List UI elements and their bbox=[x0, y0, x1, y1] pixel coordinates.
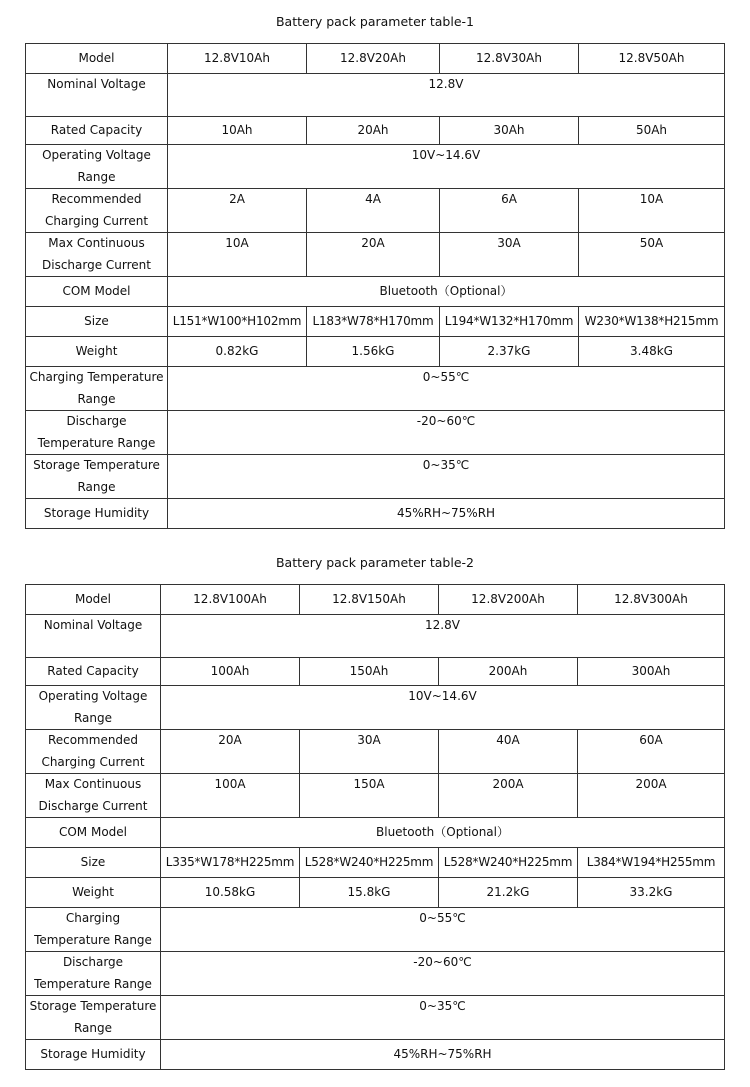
row-value-cell: 60A bbox=[578, 730, 725, 774]
row-value: 12.8V bbox=[161, 615, 725, 658]
row-value-cell: L183*W78*H170mm bbox=[307, 307, 440, 337]
row-label: Recommended Charging Current bbox=[26, 189, 168, 233]
table-row bbox=[26, 1040, 725, 1070]
row-value-cell: 10Ah bbox=[168, 117, 307, 145]
header-label: Model bbox=[26, 585, 161, 615]
row-label: Weight bbox=[26, 337, 168, 367]
row-value-cell: L335*W178*H225mm bbox=[161, 848, 300, 878]
table-row bbox=[26, 952, 725, 996]
row-label: Rated Capacity bbox=[26, 658, 161, 686]
row-value-cell: L151*W100*H102mm bbox=[168, 307, 307, 337]
table-row bbox=[26, 74, 725, 117]
row-label: Charging Temperature Range bbox=[26, 367, 168, 411]
row-value-cell: 0.82kG bbox=[168, 337, 307, 367]
row-label: Operating Voltage Range bbox=[26, 686, 161, 730]
row-value-cell: 10.58kG bbox=[161, 878, 300, 908]
row-label: Storage Temperature Range bbox=[26, 996, 161, 1040]
table-row bbox=[26, 996, 725, 1040]
model-header-cell: 12.8V30Ah bbox=[440, 44, 579, 74]
table-row bbox=[26, 658, 725, 686]
row-value-cell: 300Ah bbox=[578, 658, 725, 686]
row-value: 10V~14.6V bbox=[168, 145, 725, 189]
row-value-cell: 200Ah bbox=[439, 658, 578, 686]
table-row bbox=[26, 774, 725, 818]
row-value: -20~60℃ bbox=[168, 411, 725, 455]
row-value-cell: 20Ah bbox=[307, 117, 440, 145]
row-value: -20~60℃ bbox=[161, 952, 725, 996]
row-value-cell: 50Ah bbox=[579, 117, 725, 145]
row-value-cell: 150Ah bbox=[300, 658, 439, 686]
row-label: Size bbox=[26, 307, 168, 337]
model-header-cell: 12.8V100Ah bbox=[161, 585, 300, 615]
row-value-cell: 30Ah bbox=[440, 117, 579, 145]
row-value: 0~55℃ bbox=[168, 367, 725, 411]
table-row bbox=[26, 848, 725, 878]
row-value-cell: 30A bbox=[300, 730, 439, 774]
row-label: Discharge Temperature Range bbox=[26, 952, 161, 996]
table-row bbox=[26, 277, 725, 307]
table-row bbox=[26, 730, 725, 774]
row-label: Max Continuous Discharge Current bbox=[26, 233, 168, 277]
row-value: Bluetooth（Optional） bbox=[161, 818, 725, 848]
row-label: Size bbox=[26, 848, 161, 878]
row-value-cell: W230*W138*H215mm bbox=[579, 307, 725, 337]
table-row bbox=[26, 337, 725, 367]
table-row bbox=[26, 145, 725, 189]
row-value: Bluetooth（Optional） bbox=[168, 277, 725, 307]
table-row bbox=[26, 455, 725, 499]
table-1-title: Battery pack parameter table-1 bbox=[275, 14, 474, 29]
row-value-cell: 100A bbox=[161, 774, 300, 818]
row-label: Recommended Charging Current bbox=[26, 730, 161, 774]
row-value-cell: 1.56kG bbox=[307, 337, 440, 367]
row-value-cell: 30A bbox=[440, 233, 579, 277]
row-value-cell: 3.48kG bbox=[579, 337, 725, 367]
row-label: Discharge Temperature Range bbox=[26, 411, 168, 455]
row-label: Rated Capacity bbox=[26, 117, 168, 145]
row-value-cell: 2.37kG bbox=[440, 337, 579, 367]
row-value: 10V~14.6V bbox=[161, 686, 725, 730]
row-label: Storage Humidity bbox=[26, 1040, 161, 1070]
table-2-title: Battery pack parameter table-2 bbox=[275, 555, 474, 570]
table-row bbox=[26, 615, 725, 658]
row-value-cell: L194*W132*H170mm bbox=[440, 307, 579, 337]
row-value: 0~35℃ bbox=[161, 996, 725, 1040]
row-value: 45%RH~75%RH bbox=[161, 1040, 725, 1070]
row-value-cell: 4A bbox=[307, 189, 440, 233]
table-row bbox=[26, 908, 725, 952]
row-value: 0~35℃ bbox=[168, 455, 725, 499]
row-value: 12.8V bbox=[168, 74, 725, 117]
model-header-cell: 12.8V20Ah bbox=[307, 44, 440, 74]
table-row bbox=[26, 686, 725, 730]
table-row bbox=[26, 367, 725, 411]
row-value-cell: 100Ah bbox=[161, 658, 300, 686]
table-row bbox=[26, 117, 725, 145]
row-value-cell: 200A bbox=[439, 774, 578, 818]
row-value-cell: 21.2kG bbox=[439, 878, 578, 908]
row-label: Weight bbox=[26, 878, 161, 908]
model-header-cell: 12.8V300Ah bbox=[578, 585, 725, 615]
row-value-cell: 20A bbox=[307, 233, 440, 277]
header-row bbox=[26, 44, 725, 74]
header-label: Model bbox=[26, 44, 168, 74]
row-value-cell: L384*W194*H255mm bbox=[578, 848, 725, 878]
row-value-cell: 6A bbox=[440, 189, 579, 233]
table-row bbox=[26, 189, 725, 233]
row-label: COM Model bbox=[26, 818, 161, 848]
row-value-cell: 2A bbox=[168, 189, 307, 233]
row-label: Nominal Voltage bbox=[26, 74, 168, 117]
row-label: Charging Temperature Range bbox=[26, 908, 161, 952]
table-row bbox=[26, 818, 725, 848]
row-label: Nominal Voltage bbox=[26, 615, 161, 658]
table-row bbox=[26, 233, 725, 277]
row-label: Operating Voltage Range bbox=[26, 145, 168, 189]
row-label: Max Continuous Discharge Current bbox=[26, 774, 161, 818]
row-value-cell: 10A bbox=[168, 233, 307, 277]
parameter-table-2 bbox=[25, 584, 725, 1070]
header-row bbox=[26, 585, 725, 615]
row-value-cell: 200A bbox=[578, 774, 725, 818]
row-value-cell: 10A bbox=[579, 189, 725, 233]
row-value-cell: 150A bbox=[300, 774, 439, 818]
row-label: Storage Temperature Range bbox=[26, 455, 168, 499]
row-label: COM Model bbox=[26, 277, 168, 307]
row-value-cell: 50A bbox=[579, 233, 725, 277]
table-row bbox=[26, 411, 725, 455]
row-value-cell: 33.2kG bbox=[578, 878, 725, 908]
table-row bbox=[26, 878, 725, 908]
row-value-cell: 40A bbox=[439, 730, 578, 774]
table-row bbox=[26, 499, 725, 529]
row-value-cell: 15.8kG bbox=[300, 878, 439, 908]
model-header-cell: 12.8V10Ah bbox=[168, 44, 307, 74]
parameter-table-1 bbox=[25, 43, 725, 529]
row-value: 0~55℃ bbox=[161, 908, 725, 952]
row-value-cell: L528*W240*H225mm bbox=[439, 848, 578, 878]
table-row bbox=[26, 307, 725, 337]
row-label: Storage Humidity bbox=[26, 499, 168, 529]
row-value-cell: L528*W240*H225mm bbox=[300, 848, 439, 878]
row-value: 45%RH~75%RH bbox=[168, 499, 725, 529]
row-value-cell: 20A bbox=[161, 730, 300, 774]
model-header-cell: 12.8V150Ah bbox=[300, 585, 439, 615]
model-header-cell: 12.8V50Ah bbox=[579, 44, 725, 74]
model-header-cell: 12.8V200Ah bbox=[439, 585, 578, 615]
